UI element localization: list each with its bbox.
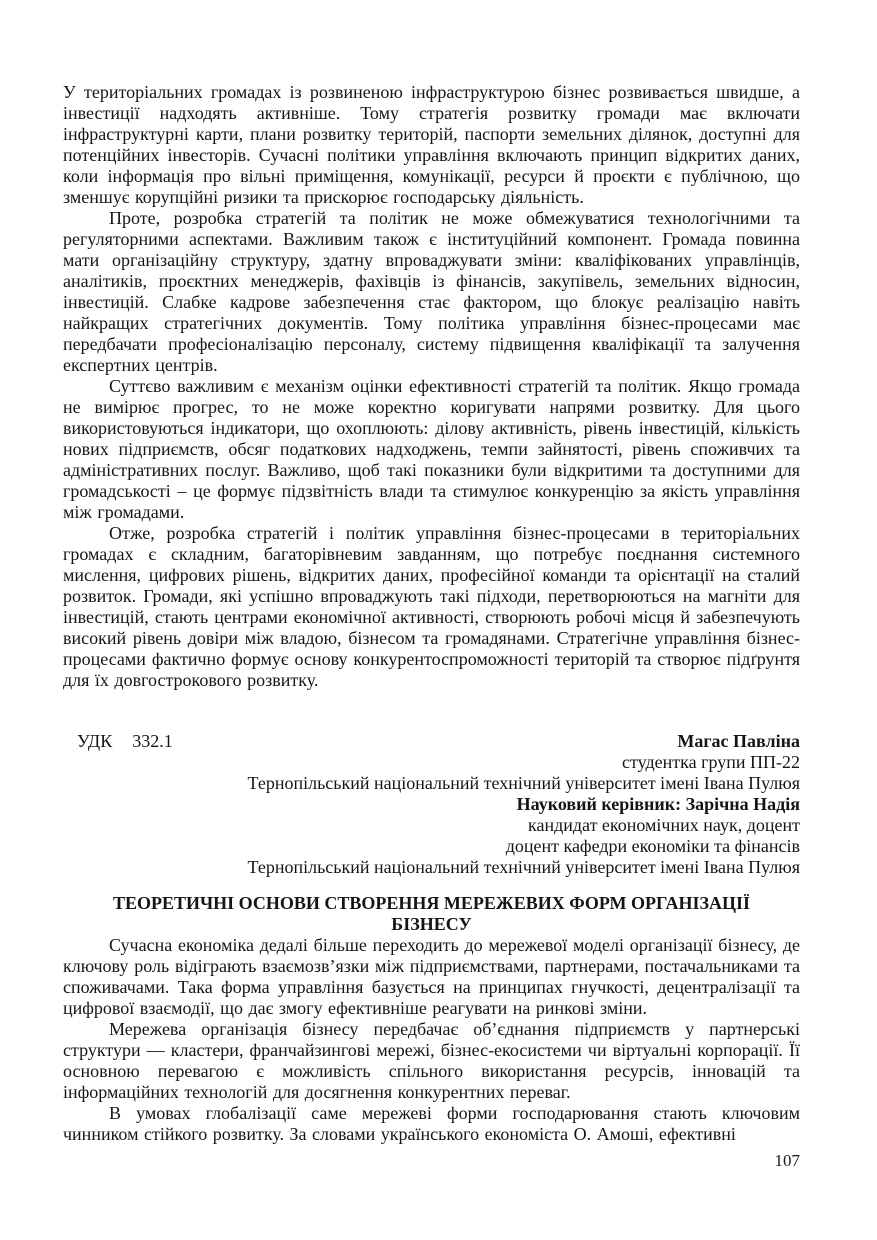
paragraph: Суттєво важливим є механізм оцінки ефективності стратегій та політик. Якщо громада не вимірює прогрес, то не може коректно коригувати напрями розвитку. Для цього використовуються індикатори, що охоплюють: ділову активність, рівень інвестицій, кількість нових підприємств, обсяг податкових надходжень, темпи зайнятості, рівень споживчих та адміністративних послуг. Важливо, щоб такі показники були відкритими та доступними для громадськості – це формує підзвітність влади та стимулює конкуренцію за якість управління між громадами. <box>63 376 800 522</box>
supervisor-affiliation: Тернопільський національний технічний університет імені Івана Пулюя <box>247 857 800 877</box>
udc-code <box>63 731 173 752</box>
paragraph: Проте, розробка стратегій та політик не може обмежуватися технологічними та регуляторними аспектами. Важливим також є інституційний компонент. Громада повинна мати організаційну структуру, здатну впроваджувати зміни: кваліфікованих управлінців, аналітиків, проєктних менеджерів, фахівців із фінансів, закупівель, земельних відносин, інвестицій. Слабке кадрове забезпечення стає фактором, що блокує реалізацію навіть найкращих стратегічних документів. Тому політика управління бізнес-процесами має передбачати професіоналізацію персоналу, систему підвищення кваліфікації та залучення експертних центрів. <box>63 208 800 375</box>
supervisor-degree: кандидат економічних наук, доцент <box>528 815 800 835</box>
paragraph: У територіальних громадах із розвиненою інфраструктурою бізнес розвивається швидше, а інвестиції надходять активніше. Тому стратегія розвитку громади має включати інфраструктурні карти, плани розвитку територій, паспорти земельних ділянок, доступні для потенційних інвесторів. Сучасні політики управління включають принцип відкритих даних, коли інформація про вільні приміщення, комунікації, ресурси й проєкти є публічною, що зменшує корупційні ризики та прискорює господарську діяльність. <box>63 82 800 207</box>
paragraph: Сучасна економіка дедалі більше переходить до мережевої моделі організації бізнесу, де ключову роль відіграють взаємозв’язки між підприємствами, партнерами, постачальниками та споживачами. Така форма управління базується на принципах гнучкості, децентралізації та цифрової взаємодії, що дає змогу ефективніше реагувати на ринкові зміни. <box>63 935 800 1018</box>
author-role: студентка групи ПП-22 <box>622 752 800 772</box>
author-name: Магас Павліна <box>677 731 800 751</box>
udc-label: УДК <box>77 731 113 751</box>
supervisor-position: доцент кафедри економіки та фінансів <box>505 836 800 856</box>
paragraph: В умовах глобалізації саме мережеві форми господарювання стають ключовим чинником стійкого розвитку. За словами українського економіста О. Амоші, ефективні <box>63 1103 800 1144</box>
udc-number: 332.1 <box>132 731 173 751</box>
continuation-section <box>63 82 800 691</box>
article-title: ТЕОРЕТИЧНІ ОСНОВИ СТВОРЕННЯ МЕРЕЖЕВИХ ФОРМ ОРГАНІЗАЦІЇ БІЗНЕСУ <box>112 893 751 934</box>
author-affiliation: Тернопільський національний технічний університет імені Івана Пулюя <box>247 773 800 793</box>
page-number: 107 <box>774 1151 800 1170</box>
article-body <box>63 935 800 1145</box>
article-header <box>63 731 800 878</box>
paragraph: Отже, розробка стратегій і політик управління бізнес-процесами в територіальних громадах є складним, багаторівневим завданням, що потребує поєднання системного мислення, цифрових рішень, відкритих даних, професійної команди та орієнтації на сталий розвиток. Громади, які успішно впроваджують такі підходи, перетворюються на магніти для інвестицій, стають центрами економічної активності, створюють робочі місця й забезпечують високий рівень довіри між владою, бізнесом та громадянами. Стратегічне управління бізнес-процесами фактично формує основу конкурентоспроможності територій та створює підґрунтя для їх довгострокового розвитку. <box>63 523 800 690</box>
supervisor-name: Науковий керівник: Зарічна Надія <box>516 794 800 814</box>
paragraph: Мережева організація бізнесу передбачає об’єднання підприємств у партнерські структури — кластери, франчайзингові мережі, бізнес-екосистеми чи віртуальні корпорації. Її основною перевагою є можливість спільного використання ресурсів, інновацій та інформаційних технологій для досягнення конкурентних переваг. <box>63 1019 800 1102</box>
udc-author-row <box>63 731 800 752</box>
